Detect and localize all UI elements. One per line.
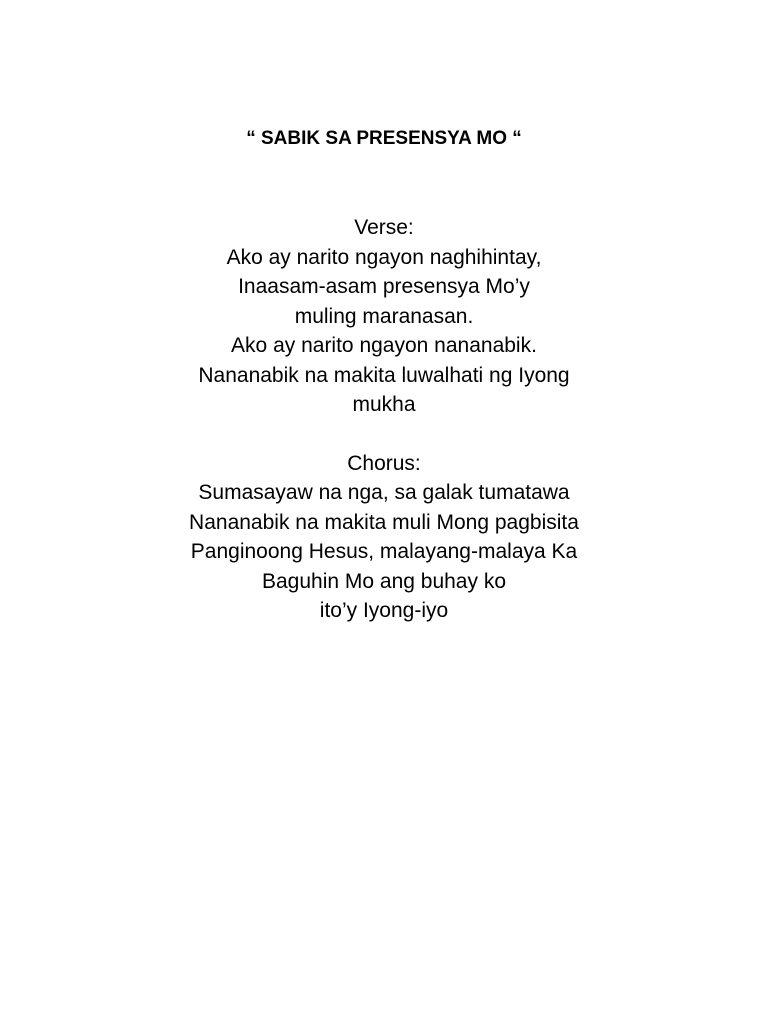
verse-line: Inaasam-asam presensya Mo’y xyxy=(238,275,530,298)
chorus-line: Panginoong Hesus, malayang-malaya Ka xyxy=(190,540,578,563)
verse-line: Nananabik na makita luwalhati ng Iyong xyxy=(198,363,570,387)
verse-line: mukha xyxy=(352,393,416,416)
song-lyrics xyxy=(0,213,768,626)
chorus-line: Nananabik na makita muli Mong pagbisita xyxy=(189,510,579,534)
chorus-line: Sumasayaw na nga, sa galak tumatawa xyxy=(198,481,570,504)
verse-line: Ako ay narito ngayon nananabik. xyxy=(231,334,537,357)
chorus-line: Baguhin Mo ang buhay ko xyxy=(261,569,506,593)
chorus-section xyxy=(0,449,768,626)
chorus-heading: Chorus: xyxy=(347,451,421,475)
chorus-line: ito’y Iyong-iyo xyxy=(319,599,449,622)
verse-line: Ako ay narito ngayon naghihintay, xyxy=(226,245,542,269)
verse-heading: Verse: xyxy=(354,216,414,239)
verse-line: muling maranasan. xyxy=(294,304,474,328)
section-spacer xyxy=(0,420,768,449)
verse-section xyxy=(0,213,768,420)
song-title: “ SABIK SA PRESENSYA MO “ xyxy=(246,128,522,149)
